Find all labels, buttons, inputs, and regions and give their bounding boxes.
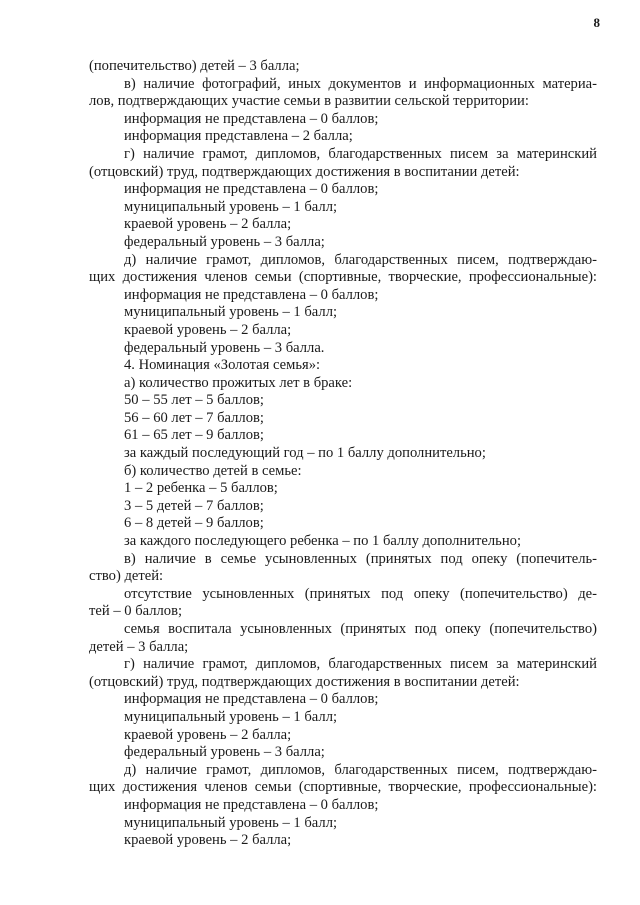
text-line: информация не представлена – 0 баллов; <box>124 181 379 198</box>
text-line: 3 – 5 детей – 7 баллов; <box>124 497 264 514</box>
text-line: муниципальный уровень – 1 балл; <box>124 304 338 321</box>
text-line: краевой уровень – 2 балла; <box>124 216 292 233</box>
text-line: д) наличие грамот, дипломов, благодарственных писем, подтверждаю- <box>124 761 597 778</box>
text-line: г) наличие грамот, дипломов, благодарственных писем за материнский <box>124 656 597 673</box>
text-line: лов, подтверждающих участие семьи в развитии сельской территории: <box>89 93 529 110</box>
text-line: семья воспитала усыновленных (принятых под опеку (попечительство) <box>124 621 597 637</box>
text-line: (отцовский) труд, подтверждающих достижения в воспитании детей: <box>89 163 520 180</box>
text-line: 50 – 55 лет – 5 баллов; <box>124 392 264 409</box>
text-line: федеральный уровень – 3 балла; <box>124 233 325 250</box>
text-line: щих достижения членов семьи (спортивные, творческие, профессиональные): <box>89 779 597 796</box>
text-line: детей – 3 балла; <box>89 638 189 655</box>
text-line: д) наличие грамот, дипломов, благодарственных писем, подтверждаю- <box>124 251 597 268</box>
text-line: отсутствие усыновленных (принятых под опеку (попечительство) де- <box>124 585 597 602</box>
text-line: в) наличие фотографий, иных документов и информационных материа- <box>124 75 597 92</box>
text-line: 4. Номинация «Золотая семья»: <box>124 357 321 374</box>
text-line: муниципальный уровень – 1 балл; <box>124 708 338 725</box>
text-line: информация не представлена – 0 баллов; <box>124 691 379 708</box>
text-line: информация не представлена – 0 баллов; <box>124 796 379 813</box>
text-line: краевой уровень – 2 балла; <box>124 726 292 743</box>
document-body <box>89 58 597 850</box>
text-line: информация не представлена – 0 баллов; <box>124 286 379 303</box>
text-line: федеральный уровень – 3 балла; <box>124 744 325 761</box>
text-line: 61 – 65 лет – 9 баллов; <box>124 427 264 444</box>
text-line: щих достижения членов семьи (спортивные, творческие, профессиональные): <box>89 269 597 286</box>
text-line: г) наличие грамот, дипломов, благодарственных писем за материнский <box>124 145 597 162</box>
text-line: за каждый последующий год – по 1 баллу дополнительно; <box>124 445 486 462</box>
text-line: за каждого последующего ребенка – по 1 баллу дополнительно; <box>124 533 522 550</box>
text-line: 1 – 2 ребенка – 5 баллов; <box>124 480 278 497</box>
text-line: 56 – 60 лет – 7 баллов; <box>124 409 264 426</box>
text-line: ство) детей: <box>89 568 164 585</box>
page-number: 8 <box>593 15 600 30</box>
text-line: (отцовский) труд, подтверждающих достижения в воспитании детей: <box>89 673 520 690</box>
text-line: тей – 0 баллов; <box>89 603 183 620</box>
text-line: в) наличие в семье усыновленных (принятых под опеку (попечитель- <box>124 550 597 567</box>
text-line: муниципальный уровень – 1 балл; <box>124 814 338 831</box>
text-line: федеральный уровень – 3 балла. <box>124 339 325 356</box>
text-line: б) количество детей в семье: <box>124 462 302 479</box>
text-line: а) количество прожитых лет в браке: <box>124 374 353 391</box>
text-line: (попечительство) детей – 3 балла; <box>89 58 300 74</box>
text-line: 6 – 8 детей – 9 баллов; <box>124 515 264 532</box>
text-line: краевой уровень – 2 балла; <box>124 321 292 338</box>
text-line: информация не представлена – 0 баллов; <box>124 110 379 127</box>
text-line: краевой уровень – 2 балла; <box>124 832 292 849</box>
text-line: информация представлена – 2 балла; <box>124 128 353 145</box>
text-line: муниципальный уровень – 1 балл; <box>124 198 338 215</box>
